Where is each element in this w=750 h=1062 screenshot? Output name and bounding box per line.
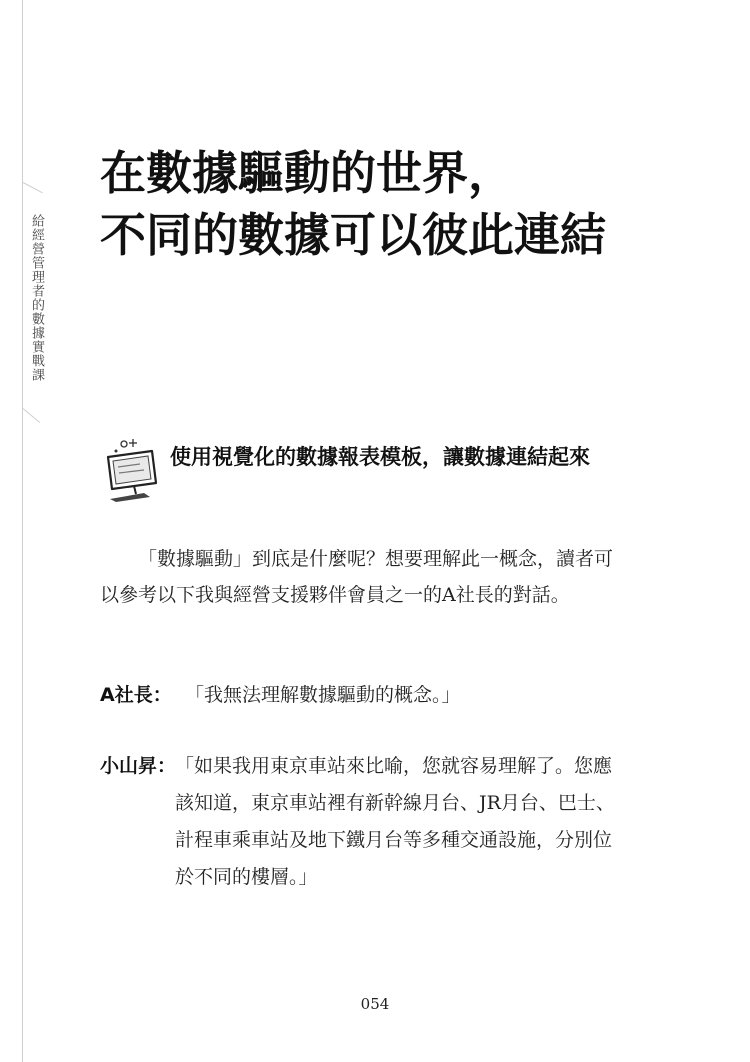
page-number: 054: [360, 995, 390, 1013]
chapter-title: [100, 142, 606, 266]
section-heading: 使用視覺化的數據報表模板，讓數據連結起來: [170, 445, 590, 469]
binding-line: [22, 0, 23, 1062]
monitor-icon: [102, 437, 162, 503]
speaker-name: 小山昇：: [100, 755, 177, 777]
speech-text: 「我無法理解數據驅動的概念。」: [185, 684, 461, 706]
speaker-name: A社長：: [100, 684, 172, 706]
speech-text: 「如果我用東京車站來比喻，您就容易理解了。您應該知道，東京車站裡有新幹線月台、JR月台、巴士、計程車乘車站及地下鐵月台等多種交通設施，分別位於不同的樓層。」: [175, 755, 615, 888]
chapter-title-line-2: 不同的數據可以彼此連結: [100, 208, 606, 262]
chapter-title-line-1: 在數據驅動的世界，: [100, 146, 514, 200]
side-tab-label: 給經營管理者的數據實戰課: [29, 214, 44, 382]
side-tab-top-edge: [23, 182, 43, 193]
side-tab-bottom-edge: [23, 408, 40, 423]
intro-paragraph: 「數據驅動」到底是什麼呢？想要理解此一概念，讀者可以參考以下我與經營支援夥伴會員之一的A社長的對話。: [100, 548, 614, 606]
